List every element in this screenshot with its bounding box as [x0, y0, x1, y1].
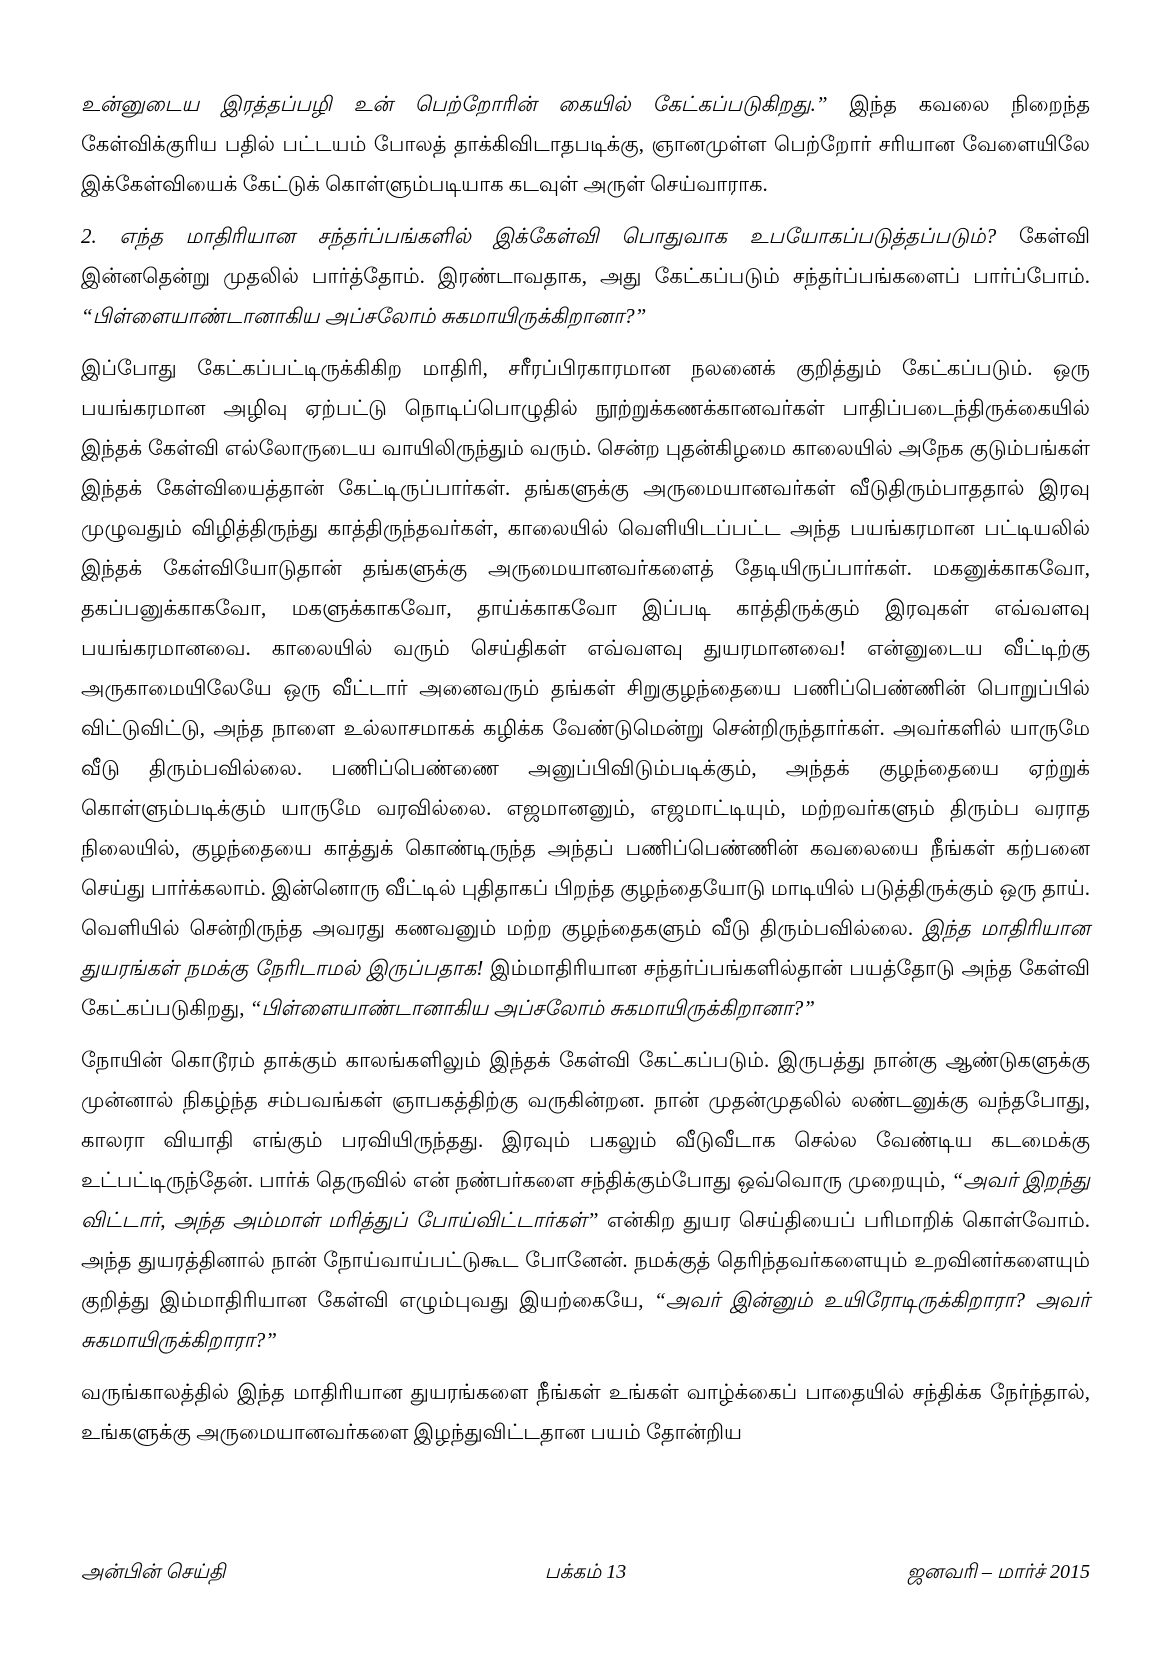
- paragraph-cholera-story: [81, 1040, 1090, 1360]
- page-footer: [81, 1556, 1090, 1588]
- text-run: “அவர் இறந்து விட்டார், அந்த அம்மாள் மரித்துப் போய்விட்டார்கள்”: [81, 1168, 1091, 1232]
- paragraph-scripture-quote: [81, 84, 1090, 204]
- text-run: நோயின் கொடூரம் தாக்கும் காலங்களிலும் இந்தக் கேள்வி கேட்கப்படும். இருபத்து நான்கு ஆண்டுகளுக்கு முன்னால் நிகழ்ந்த சம்பவங்கள் ஞாபகத்திற்கு வருகின்றன. நான் முதன்முதலில் லண்டனுக்கு வந்தபோது, காலரா வியாதி எங்கும் பரவியிருந்தது. இரவும் பகலும் வீடுவீடாக செல்ல வேண்டிய கடமைக்கு உட்பட்டிருந்தேன். பார்க் தெருவில் என் நண்பர்களை சந்திக்கும்போது ஒவ்வொரு முறையும்,: [81, 1048, 1090, 1192]
- text-run: உன்னுடைய இரத்தப்பழி உன் பெற்றோரின் கையில் கேட்கப்படுகிறது.”: [81, 92, 828, 116]
- paragraph-disaster-story: [81, 348, 1090, 1028]
- text-run: “பிள்ளையாண்டானாகிய அப்சலோம் சுகமாயிருக்கிறானா?”: [81, 304, 647, 328]
- text-run: என்கிற துயர செய்தியைப் பரிமாறிக் கொள்வோம். அந்த துயரத்தினால் நான் நோய்வாய்பட்டுகூட போனேன். நமக்குத் தெரிந்தவர்களையும் உறவினர்களையும் குறித்து இம்மாதிரியான கேள்வி எழும்புவது இயற்கையே,: [81, 1208, 1090, 1312]
- footer-date-range: ஜனவரி – மார்ச் 2015: [907, 1561, 1090, 1583]
- article-body: [81, 84, 1090, 1464]
- text-run: இந்த கவலை நிறைந்த கேள்விக்குரிய பதில் பட்டயம் போலத் தாக்கிவிடாதபடிக்கு, ஞானமுள்ள பெற்றோர் சரியான வேளையிலே இக்கேள்வியைக் கேட்டுக் கொள்ளும்படியாக கடவுள் அருள் செய்வாராக.: [81, 92, 1091, 196]
- paragraph-question-2: [81, 216, 1090, 336]
- text-run: “அவர் இன்னும் உயிரோடிருக்கிறாரா? அவர் சுகமாயிருக்கிறாரா?”: [81, 1288, 1090, 1352]
- text-run: இம்மாதிரியான சந்தர்ப்பங்களில்தான் பயத்தோடு அந்த கேள்வி கேட்கப்படுகிறது,: [81, 956, 1091, 1020]
- text-run: வருங்காலத்தில் இந்த மாதிரியான துயரங்களை நீங்கள் உங்கள் வாழ்க்கைப் பாதையில் சந்திக்க நேர்ந்தால், உங்களுக்கு அருமையானவர்களை இழந்துவிட்டதான பயம் தோன்றிய: [81, 1380, 1090, 1444]
- text-run: “பிள்ளையாண்டானாகிய அப்சலோம் சுகமாயிருக்கிறானா?”: [249, 996, 815, 1020]
- text-run: 2. எந்த மாதிரியான சந்தர்ப்பங்களில் இக்கேள்வி பொதுவாக உபயோகப்படுத்தப்படும்?: [81, 224, 997, 248]
- text-run: இந்த மாதிரியான துயரங்கள் நமக்கு நேரிடாமல் இருப்பதாக!: [81, 916, 1090, 980]
- paragraph-closing: [81, 1372, 1090, 1452]
- text-run: இப்போது கேட்கப்பட்டிருக்கிகிற மாதிரி, சரீரப்பிரகாரமான நலனைக் குறித்தும் கேட்கப்படும். ஒரு பயங்கரமான அழிவு ஏற்பட்டு நொடிப்பொழுதில் நூற்றுக்கணக்கானவர்கள் பாதிப்படைந்திருக்கையில் இந்தக் கேள்வி எல்லோருடைய வாயிலிருந்தும் வரும். சென்ற புதன்கிழமை காலையில் அநேக குடும்பங்கள் இந்தக் கேள்வியைத்தான் கேட்டிருப்பார்கள். தங்களுக்கு அருமையானவர்கள் வீடுதிரும்பாததால் இரவு முழுவதும் விழித்திருந்து காத்திருந்தவர்கள், காலையில் வெளியிடப்பட்ட அந்த பயங்கரமான பட்டியலில் இந்தக் கேள்வியோடுதான் தங்களுக்கு அருமையானவர்களைத் தேடியிருப்பார்கள். மகனுக்காகவோ, தகப்பனுக்காகவோ, மகளுக்காகவோ, தாய்க்காகவோ இப்படி காத்திருக்கும் இரவுகள் எவ்வளவு பயங்கரமானவை. காலையில் வரும் செய்திகள் எவ்வளவு துயரமானவை! என்னுடைய வீட்டிற்கு அருகாமையிலேயே ஒரு வீட்டார் அனைவரும் தங்கள் சிறுகுழந்தையை பணிப்பெண்ணின் பொறுப்பில் விட்டுவிட்டு, அந்த நாளை உல்லாசமாகக் கழிக்க வேண்டுமென்று சென்றிருந்தார்கள். அவர்களில் யாருமே வீடு திரும்பவில்லை. பணிப்பெண்ணை அனுப்பிவிடும்படிக்கும், அந்தக் குழந்தையை ஏற்றுக் கொள்ளும்படிக்கும் யாருமே வரவில்லை. எஜமானனும், எஜமாட்டியும், மற்றவர்களும் திரும்ப வராத நிலையில், குழந்தையை காத்துக் கொண்டிருந்த அந்தப் பணிப்பெண்ணின் கவலையை நீங்கள் கற்பனை செய்து பார்க்கலாம். இன்னொரு வீட்டில் புதிதாகப் பிறந்த குழந்தையோடு மாடியில் படுத்திருக்கும் ஒரு தாய். வெளியில் சென்றிருந்த அவரது கணவனும் மற்ற குழந்தைகளும் வீடு திரும்பவில்லை.: [81, 356, 1090, 940]
- footer-magazine-title: அன்பின் செய்தி: [81, 1561, 226, 1583]
- footer-page-number: பக்கம் 13: [544, 1561, 627, 1583]
- text-run: கேள்வி இன்னதென்று முதலில் பார்த்தோம். இரண்டாவதாக, அது கேட்கப்படும் சந்தர்ப்பங்களைப் பார்ப்போம்.: [81, 224, 1090, 288]
